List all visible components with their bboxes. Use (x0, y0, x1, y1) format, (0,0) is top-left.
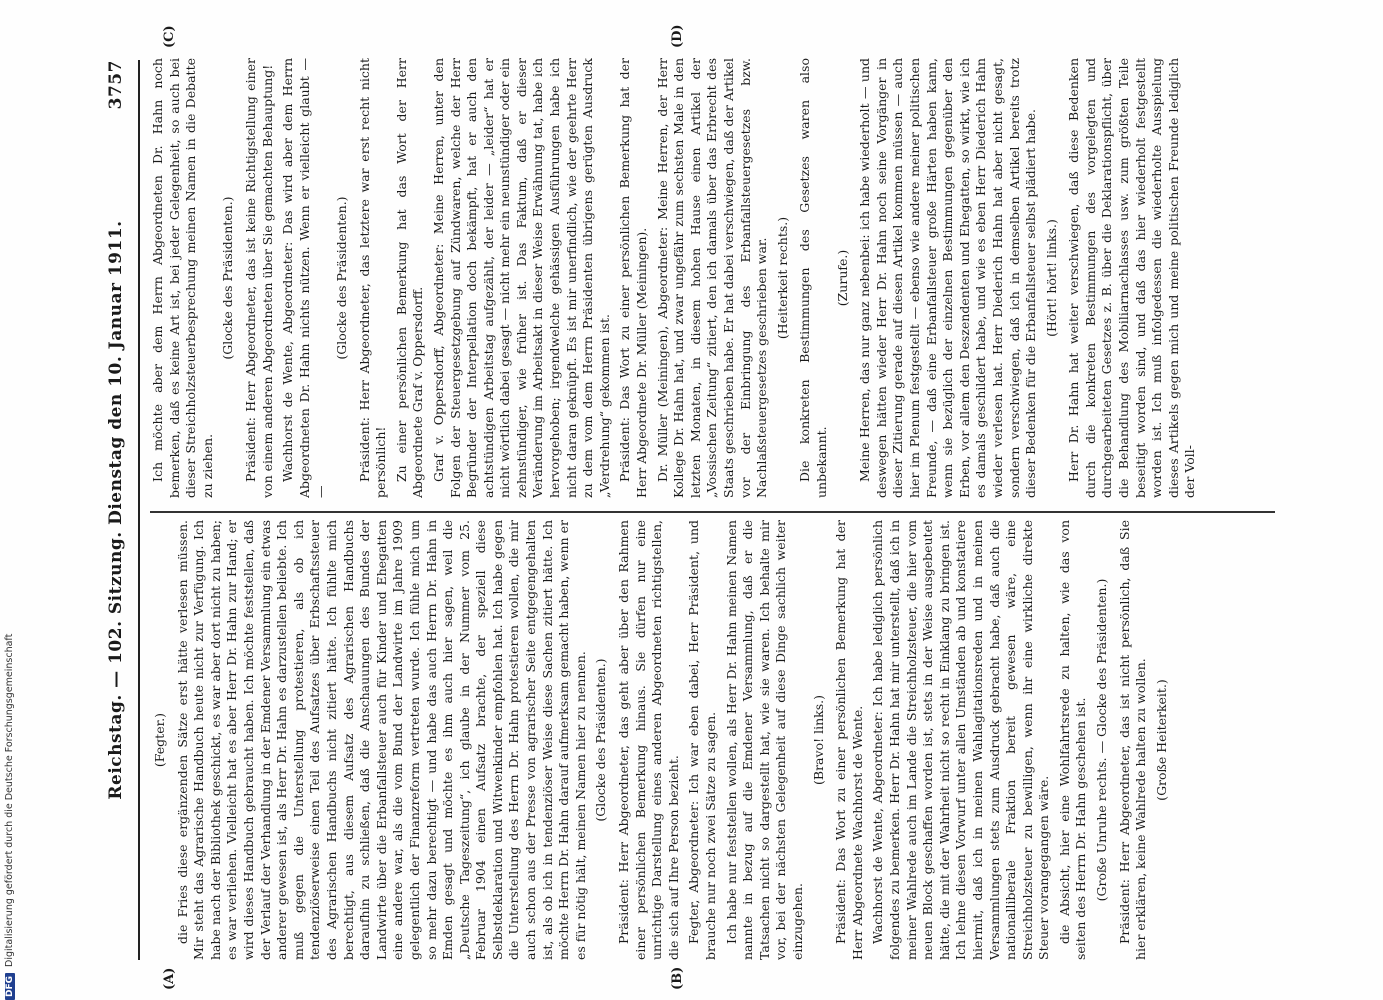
paragraph: Graf v. Oppersdorff, Abgeordneter: Meine Herren, unter den Folgen der Steuergesetzgebung auf Zündwaren, welche der Herr Begründer der Interpellation doch bekämpft, hat er auch den achtstündigen Arbeitstag aufgezählt, der leider — „leider“ hat er nicht wörtlich dabei gesagt — nicht mehr ein neunstündiger oder ein zehnstündiger, wie früher ist. Das Faktum, daß er dieser Veränderung im Arbeitsakt in dieser Weise Erwähnung tat, habe ich hervorgehoben; irgendwelche gehässigen Ausführungen habe ich nicht daran geknüpft. Es ist mir unerfindlich, wie der geehrte Herr zu dem vom dem Herrn Präsidenten übrigens gerügten Ausdruck „Verdrehung“ gekommen ist. (430, 58, 612, 498)
paragraph: Präsident: Das Wort zu einer persönlichen Bemerkung hat der Herr Abgeordnete Wachhorst de Wente. (833, 520, 865, 960)
column-divider (150, 511, 1275, 513)
page-header (98, 60, 138, 960)
margin-marker-b: (B) (670, 966, 685, 990)
paragraph: Ich habe nur feststellen wollen, als Herr Dr. Hahn meinen Namen nannte in bezug auf die Emdener Versammlung, daß er die Tatsachen nicht so dargestellt hat, wie sie waren. Ich behalte mir vor, bei der nächsten Gelegenheit auf diese Dinge sachlich weiter einzugehen. (723, 520, 805, 960)
digitization-footer (4, 0, 24, 1000)
dfg-logo: DFG (5, 973, 15, 1000)
paragraph: Die konkreten Bestimmungen des Gesetzes waren also unbekannt. (797, 58, 829, 498)
paragraph: Wachhorst de Wente, Abgeordneter: Ich habe lediglich persönlich folgendes zu bemerken. Herr Dr. Hahn hat mir unterstellt, daß ich in meiner Wahlrede auch im Lande die Streichholzsteuer, die hier vom neuen Block geschaffen worden ist, stets in der Weise ausgebeutet hätte, die mit der Wahrheit nicht so recht in Einklang zu bringen ist. Ich lehne diesen Vorwurf unter allen Umständen ab und konstatiere hiermit, daß ich in meinen Wahlagitationsreden und in meinen Versammlungen stets zum Ausdruck gebracht habe, daß auch die nationalliberale Fraktion bereit gewesen wäre, eine Streichholzsteuer zu bewilligen, wenn ihr eine wirkliche direkte Steuer vorangegangen wäre. (870, 520, 1052, 960)
paragraph: Präsident: Herr Abgeordneter, das letztere war erst recht nicht persönlich! (356, 58, 389, 498)
paragraph: Präsident: Herr Abgeordneter, das geht aber über den Rahmen einer persönlichen Bemerkung hinaus. Sie dürfen nur eine unrichtige Darstellung eines anderen Abgeordneten richtigstellen, die sich auf Ihre Person bezieht. (616, 520, 681, 960)
stage-direction: (Glocke des Präsidenten.) (220, 196, 236, 360)
paragraph: Dr. Müller (Meiningen), Abgeordneter: Meine Herren, der Herr Kollege Dr. Hahn hat, und zwar ungefähr zum sechsten Male in den letzten Monaten, in diesem hohen Hause einen Artikel der „Vossischen Zeitung“ zitiert, den ich damals über das Erbrecht des Staats geschrieben habe. Er hat dabei verschwiegen, daß der Artikel vor der Einbringung des Erbanfallsteuergesetzes bzw. Nachlaßsteuergesetzes geschrieben war. (654, 58, 770, 498)
paragraph: Wachhorst de Wente, Abgeordneter: Das wird aber dem Herrn Abgeordneten Dr. Hahn nichts nützen. Wenn er vielleicht glaubt — — (280, 58, 329, 498)
paragraph: Zu einer persönlichen Bemerkung hat das Wort der Herr Abgeordnete Graf v. Oppersdorff. (393, 58, 426, 498)
document-page (90, 0, 1300, 1000)
header-title: Reichstag. — 102. Sitzung. Dienstag den 10. Januar 1911. (106, 220, 126, 800)
paragraph: Fegter, Abgeordneter: Ich war eben dabei, Herr Präsident, und brauche nur noch zwei Sätze zu sagen. (686, 520, 718, 960)
paragraph: Präsident: Herr Abgeordneter, das ist nicht persönlich, daß Sie hier erklären, keine Wahlrede halten zu wollen. (1116, 520, 1149, 960)
left-column (150, 520, 1275, 960)
stage-direction: (Hört! hört! links.) (1043, 219, 1059, 337)
stage-direction: (Große Unruhe rechts. — Glocke des Präsidenten.) (1094, 578, 1110, 902)
paragraph: die Fries diese ergänzenden Sätze erst hätte verlesen müssen. Mir steht das Agrarische Handbuch heute nicht zur Verfügung. Ich habe nach der Bibliothek geschickt, es war aber dort nicht zu haben; es war verliehen. Vielleicht hat es aber Herr Dr. Hahn zur Hand; er wird dieses Handbuch gebraucht haben. Ich möchte feststellen, daß der Verlauf der Verhandlung in der Emdener Versammlung ein etwas anderer gewesen ist, als Herr Dr. Hahn es darzustellen beliebte. Ich muß gegen die Unterstellung protestieren, als ob ich tendenziöserweise einen Teil des Aufsatzes über Erbschaftssteuer des Agrarischen Handbuchs nicht zitiert hätte. Ich fühlte mich berechtigt, aus diesem Aufsatz des Agrarischen Handbuchs daraufhin zu schließen, daß die Anschauungen des Bundes der Landwirte über die Erbanfallsteuer auch für Kinder und Ehegatten eine andere war, als die vom Bund der Landwirte im Jahre 1909 gelegentlich der Finanzreform vertreten wurde. Ich fühle mich um so mehr dazu berechtigt — und habe das auch Herrn Dr. Hahn in Emden gesagt und möchte es ihm auch hier sagen, weil die „Deutsche Tageszeitung“, ich glaube in der Nummer vom 25. Februar 1904 einen Aufsatz brachte, der speziell diese Selbstdeklaration und Witwenkinder empfohlen hat. Ich habe gegen die Unterstellung des Herrn Dr. Hahn protestieren wollen, die mir auch schon aus der Presse von agrarischer Seite entgegengehalten ist, als ob ich in tendenziöser Weise diese Sachen zitiert hätte. Ich möchte Herrn Dr. Hahn darauf aufmerksam gemacht haben, wenn er es für nötig hält, meinen Namen hier zu nennen. (174, 520, 588, 960)
paragraph: Meine Herren, das nur ganz nebenbei: ich habe wiederholt — und deswegen hätten wieder Herr Dr. Hahn noch seine Vorgänger in dieser Zitierung gerade auf diesen Artikel kommen müssen — auch hier im Plenum festgestellt — ebenso wie andere meiner politischen Freunde, — daß eine Erbanfallsteuer große Härten haben kann, wenn sie bezüglich der einzelnen Bestimmungen gegenüber den Erben, vor allem den Deszendenten und Ehegatten, so wirkt, wie ich es damals geschildert habe, und wie es eben Herr Diederich Hahn wieder verlesen hat. Herr Diederich Hahn hat aber nicht gesagt, sondern verschwiegen, daß ich in demselben Artikel bereits trotz dieser Bedenken für die Erbanfallsteuer selbst plädiert habe. (857, 58, 1039, 498)
paragraph: Ich möchte aber dem Herrn Abgeordneten Dr. Hahn noch bemerken, daß es keine Art ist, bei jeder Gelegenheit, so auch bei dieser Streichholzsteuerbesprechung meinen Namen in die Debatte zu ziehen. (150, 58, 215, 498)
stage-direction: (Glocke des Präsidenten.) (333, 196, 349, 360)
speaker-tag: (Fegter.) (152, 712, 167, 768)
stage-direction: (Heiterkeit rechts.) (774, 216, 790, 340)
paragraph: Präsident: Das Wort zu einer persönlichen Bemerkung hat der Herr Abgeordnete Dr. Müller (Meiningen). (617, 58, 650, 498)
stage-direction: (Zurufe.) (834, 249, 850, 307)
margin-marker-a: (A) (162, 967, 177, 990)
stage-direction: (Bravo! links.) (810, 695, 826, 785)
footer-credit: Digitalisierung gefördert durch die Deutsche Forschungsgemeinschaft (4, 633, 15, 967)
right-column (150, 58, 1275, 498)
header-rule (138, 60, 140, 960)
stage-direction: (Große Heiterkeit.) (1153, 679, 1169, 801)
stage-direction: (Glocke des Präsidenten.) (593, 658, 609, 822)
paragraph: Herr Dr. Hahn hat weiter verschwiegen, daß diese Bedenken durch die konkreten Bestimmungen des vorgelegten und durchgearbeiteten Gesetzes z. B. über die Deklarationspflicht, über die Behandlung des Mobiliarnachlasses usw. zum größten Teile beseitigt worden sind, und daß das hier wiederholt festgestellt worden ist. Ich muß infolgedessen die wiederholte Ausspielung dieses Artikels gegen mich und meine politischen Freunde lediglich der Voll- (1066, 58, 1198, 498)
margin-marker-c: (C) (162, 25, 177, 48)
margin-marker-d: (D) (670, 24, 685, 48)
paragraph: die Absicht, hier eine Wohlfahrtsrede zu halten, wie das von seiten des Herrn Dr. Hahn geschehen ist. (1056, 520, 1089, 960)
page-number: 3757 (106, 60, 126, 110)
paragraph: Präsident: Herr Abgeordneter, das ist keine Richtigstellung einer von einem anderen Abgeordneten über Sie gemachten Behauptung! (242, 58, 275, 498)
